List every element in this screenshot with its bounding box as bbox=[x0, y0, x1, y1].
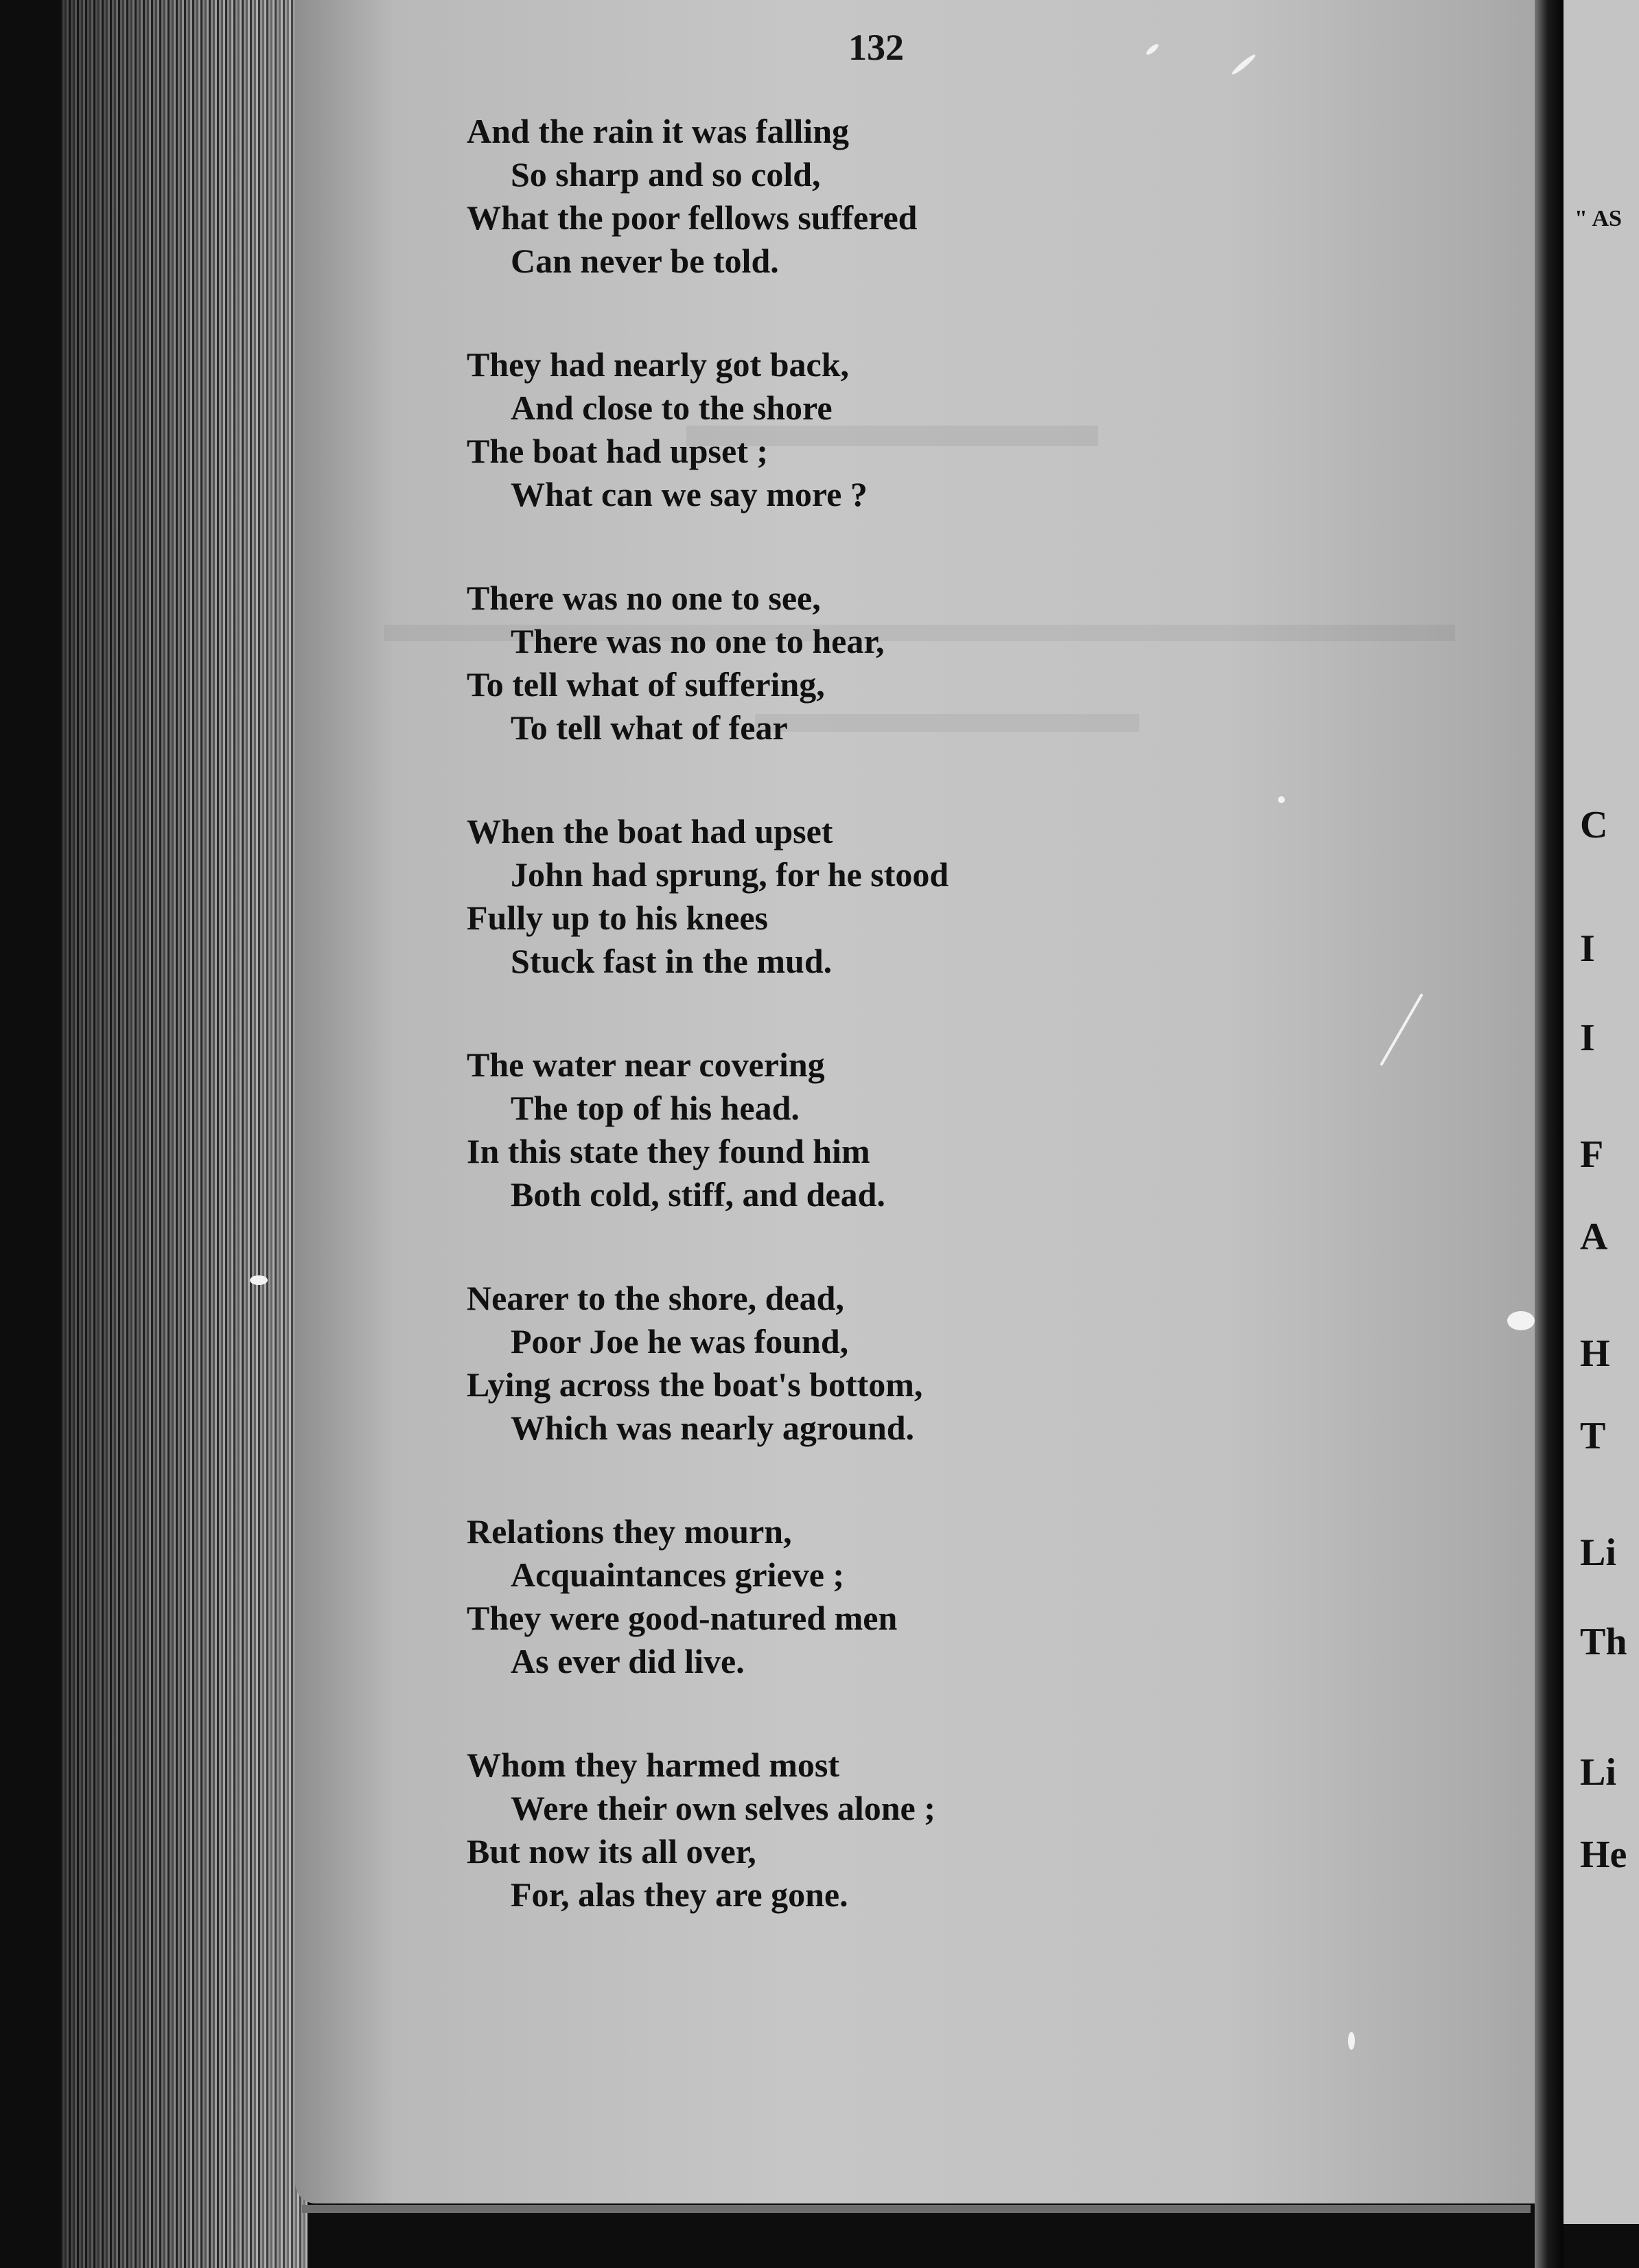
poem-line: And close to the shore bbox=[511, 389, 833, 427]
poem-line: For, alas they are gone. bbox=[511, 1875, 848, 1914]
poem-line: Can never be told. bbox=[511, 242, 779, 280]
facing-page-fragment: Li bbox=[1580, 1531, 1616, 1574]
stanza bbox=[467, 1043, 1222, 1216]
poem-line: The boat had upset ; bbox=[467, 432, 768, 470]
stanza bbox=[467, 110, 1222, 283]
facing-page-fragment: H bbox=[1580, 1332, 1610, 1375]
facing-page-fragment: F bbox=[1580, 1133, 1604, 1176]
poem-line: Both cold, stiff, and dead. bbox=[511, 1175, 885, 1214]
poem-body bbox=[467, 110, 1222, 1977]
facing-page-fragment: I bbox=[1580, 1017, 1595, 1059]
poem-line: What can we say more ? bbox=[511, 475, 868, 513]
poem-line: So sharp and so cold, bbox=[511, 155, 821, 194]
facing-page-fragment: He bbox=[1580, 1833, 1627, 1876]
poem-line: What the poor fellows suffered bbox=[467, 198, 918, 237]
stanza bbox=[467, 577, 1222, 750]
page-number: 132 bbox=[848, 27, 904, 68]
facing-page-fragment: T bbox=[1580, 1415, 1606, 1457]
poem-line: Poor Joe he was found, bbox=[511, 1322, 849, 1361]
stanza bbox=[467, 343, 1222, 516]
poem-line: When the boat had upset bbox=[467, 812, 833, 850]
poem-line: There was no one to hear, bbox=[511, 622, 885, 660]
poem-line: Fully up to his knees bbox=[467, 899, 769, 937]
dust-speck bbox=[1507, 1311, 1535, 1330]
poem-line: Lying across the boat's bottom, bbox=[467, 1365, 923, 1404]
poem-line: The water near covering bbox=[467, 1045, 825, 1084]
stanza bbox=[467, 1277, 1222, 1450]
poem-line: John had sprung, for he stood bbox=[511, 855, 949, 894]
facing-page-fragment: C bbox=[1580, 804, 1608, 846]
poem-line: Which was nearly aground. bbox=[511, 1409, 915, 1447]
stanza bbox=[467, 810, 1222, 983]
poem-line: Were their own selves alone ; bbox=[511, 1789, 935, 1827]
facing-page-text bbox=[1572, 0, 1639, 2224]
facing-page-fragment: " AS bbox=[1574, 206, 1622, 231]
dust-speck bbox=[1348, 2032, 1355, 2050]
poem-line: Stuck fast in the mud. bbox=[511, 942, 833, 980]
facing-page-fragment: Li bbox=[1580, 1751, 1616, 1794]
poem-line: Nearer to the shore, dead, bbox=[467, 1279, 844, 1317]
poem-line: They were good-natured men bbox=[467, 1599, 898, 1637]
poem-line: They had nearly got back, bbox=[467, 345, 850, 384]
poem-line: As ever did live. bbox=[511, 1642, 745, 1680]
facing-page-fragment: A bbox=[1580, 1216, 1608, 1258]
poem-line: Whom they harmed most bbox=[467, 1746, 840, 1784]
poem-line: Relations they mourn, bbox=[467, 1512, 792, 1551]
page-bottom-edge bbox=[302, 2205, 1531, 2213]
poem-line: And the rain it was falling bbox=[467, 112, 850, 150]
poem-line: To tell what of fear bbox=[511, 708, 788, 747]
poem-line: There was no one to see, bbox=[467, 579, 821, 617]
book-gutter bbox=[1535, 0, 1564, 2268]
stanza bbox=[467, 1744, 1222, 1917]
facing-page-fragment: I bbox=[1580, 927, 1595, 970]
facing-page-fragment: Th bbox=[1580, 1621, 1627, 1663]
stanza bbox=[467, 1510, 1222, 1683]
page-edges-shadow bbox=[60, 0, 307, 2268]
dust-speck bbox=[250, 1275, 268, 1285]
poem-line: To tell what of suffering, bbox=[467, 665, 825, 704]
poem-line: The top of his head. bbox=[511, 1089, 800, 1127]
poem-line: In this state they found him bbox=[467, 1132, 870, 1170]
poem-line: But now its all over, bbox=[467, 1832, 756, 1871]
poem-line: Acquaintances grieve ; bbox=[511, 1555, 845, 1594]
dust-speck bbox=[1278, 796, 1285, 803]
